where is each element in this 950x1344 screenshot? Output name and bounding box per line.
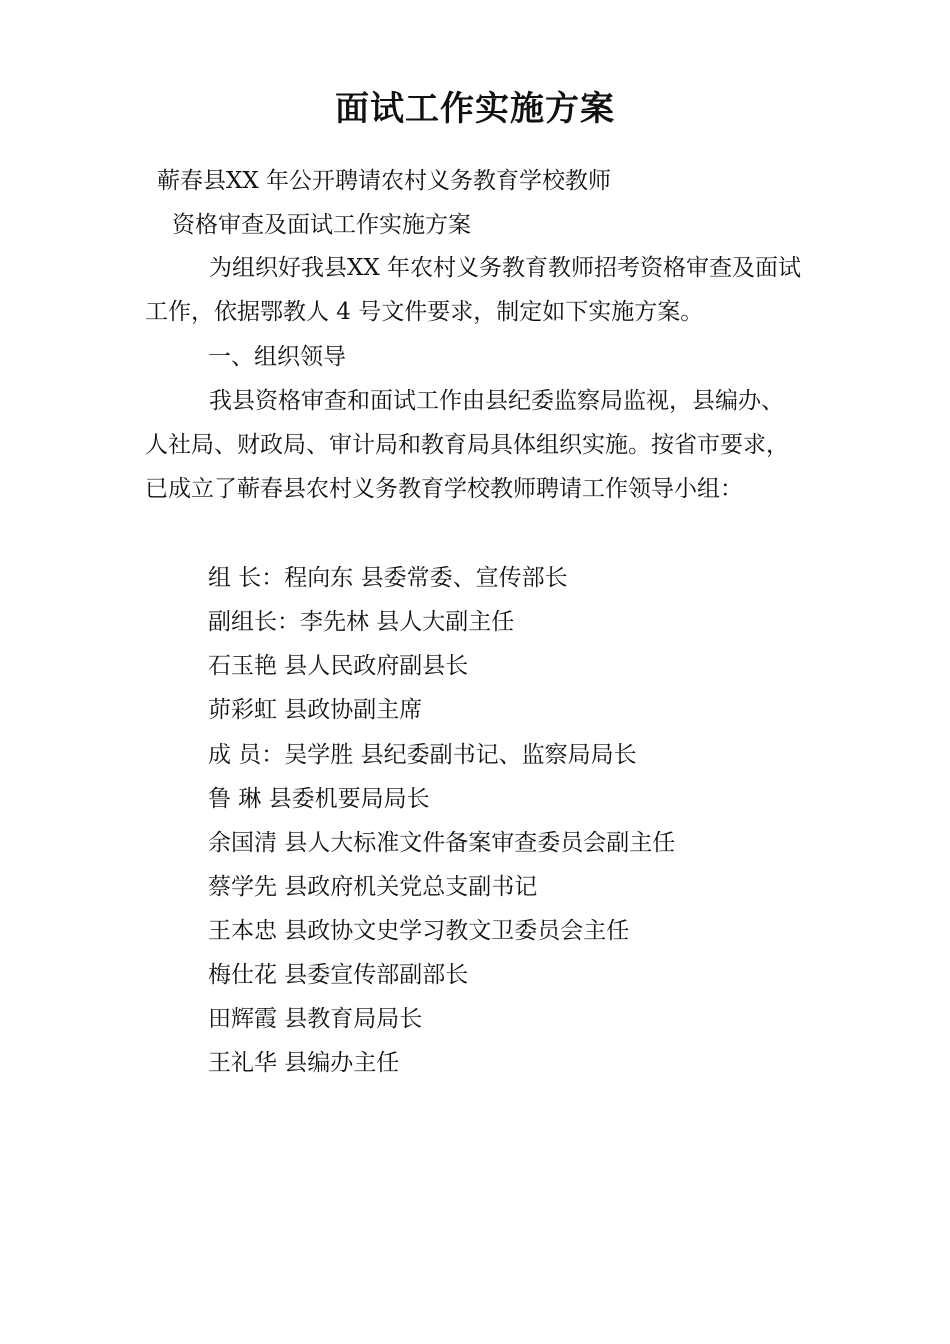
document-title: 面试工作实施方案 [335,89,615,129]
member-line: 成 员：吴学胜 县纪委副书记、监察局局长 [208,742,637,768]
member-line: 余国清 县人大标准文件备案审查委员会副主任 [208,830,676,856]
section-paragraph: 我县资格审查和面试工作由县纪委监察局监视，县编办、人社局、财政局、审计局和教育局具体组织实施。按省市要求，已成立了蕲春县农村义务教育学校教师聘请工作领导小组： [145,388,789,502]
member-line: 石玉艳 县人民政府副县长 [208,653,469,679]
member-line: 田辉霞 县教育局局长 [208,1006,423,1032]
intro-paragraph: 为组织好我县XX 年农村义务教育教师招考资格审查及面试工作，依据鄂教人 4 号文件要求，制定如下实施方案。 [145,255,802,325]
subtitle-line-1: 蕲春县XX 年公开聘请农村义务教育学校教师 [157,168,612,194]
member-line: 王本忠 县政协文史学习教文卫委员会主任 [208,918,630,944]
section-heading: 一、组织领导 [208,344,346,370]
member-line: 副组长：李先林 县人大副主任 [208,609,515,635]
member-line: 蔡学先 县政府机关党总支副书记 [208,874,538,900]
member-line: 组 长：程向东 县委常委、宣传部长 [208,565,568,591]
member-line: 王礼华 县编办主任 [208,1050,400,1076]
member-line: 鲁 琳 县委机要局局长 [208,786,430,812]
member-line: 茆彩虹 县政协副主席 [208,697,423,723]
member-line: 梅仕花 县委宣传部副部长 [208,962,469,988]
subtitle-line-2: 资格审查及面试工作实施方案 [172,212,471,238]
